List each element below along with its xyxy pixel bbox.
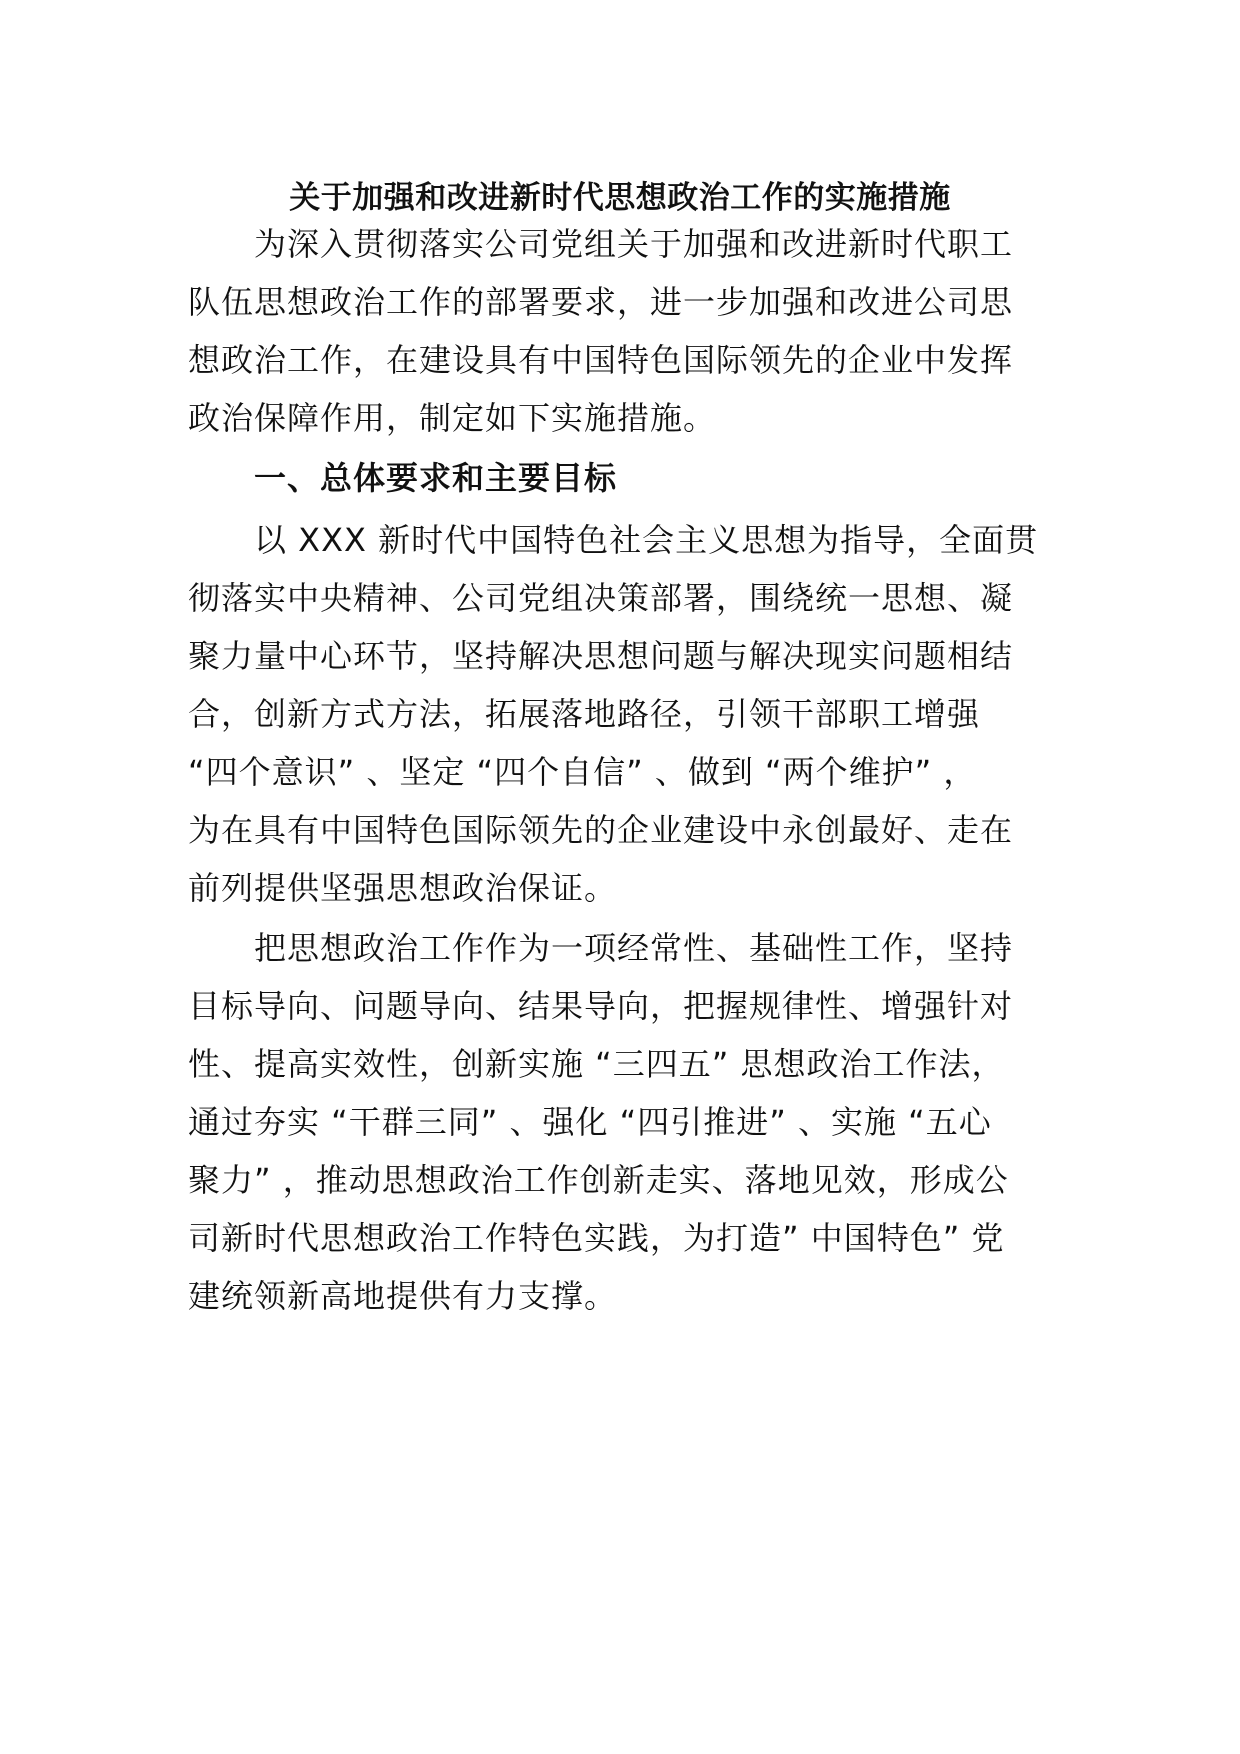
paragraph-line: 以 XXX 新时代中国特色社会主义思想为指导，全面贯 — [254, 521, 1039, 559]
document-title: 关于加强和改进新时代思想政治工作的实施措施 — [289, 180, 951, 216]
paragraph-line: 建统领新高地提供有力支撑。 — [188, 1277, 618, 1315]
intro-line: 为深入贯彻落实公司党组关于加强和改进新时代职工 — [254, 225, 1014, 263]
paragraph-line: 聚力” ，推动思想政治工作创新走实、落地见效，形成公 — [188, 1161, 1009, 1199]
intro-line: 政治保障作用，制定如下实施措施。 — [188, 399, 717, 437]
intro-line: 队伍思想政治工作的部署要求，进一步加强和改进公司思 — [188, 283, 1014, 321]
paragraph-line: 通过夯实 “干群三同” 、强化 “四引推进” 、实施 “五心 — [188, 1103, 992, 1141]
paragraph-line: “四个意识” 、坚定 “四个自信” 、做到 “两个维护” ， — [188, 753, 977, 791]
paragraph-line: 为在具有中国特色国际领先的企业建设中永创最好、走在 — [188, 811, 1014, 849]
paragraph-line: 彻落实中央精神、公司党组决策部署，围绕统一思想、凝 — [188, 579, 1014, 617]
paragraph-line: 前列提供坚强思想政治保证。 — [188, 869, 618, 907]
intro-line: 想政治工作，在建设具有中国特色国际领先的企业中发挥 — [188, 341, 1014, 379]
paragraph-line: 性、提高实效性，创新实施 “三四五” 思想政治工作法， — [188, 1045, 1005, 1083]
section-heading: 一、总体要求和主要目标 — [254, 459, 618, 497]
paragraph-line: 把思想政治工作作为一项经常性、基础性工作，坚持 — [254, 929, 1014, 967]
paragraph-line: 司新时代思想政治工作特色实践，为打造” 中国特色” 党 — [188, 1219, 1005, 1257]
paragraph-line: 目标导向、问题导向、结果导向，把握规律性、增强针对 — [188, 987, 1014, 1025]
paragraph-line: 合，创新方式方法，拓展落地路径，引领干部职工增强 — [188, 695, 981, 733]
paragraph-line: 聚力量中心环节，坚持解决思想问题与解决现实问题相结 — [188, 637, 1014, 675]
